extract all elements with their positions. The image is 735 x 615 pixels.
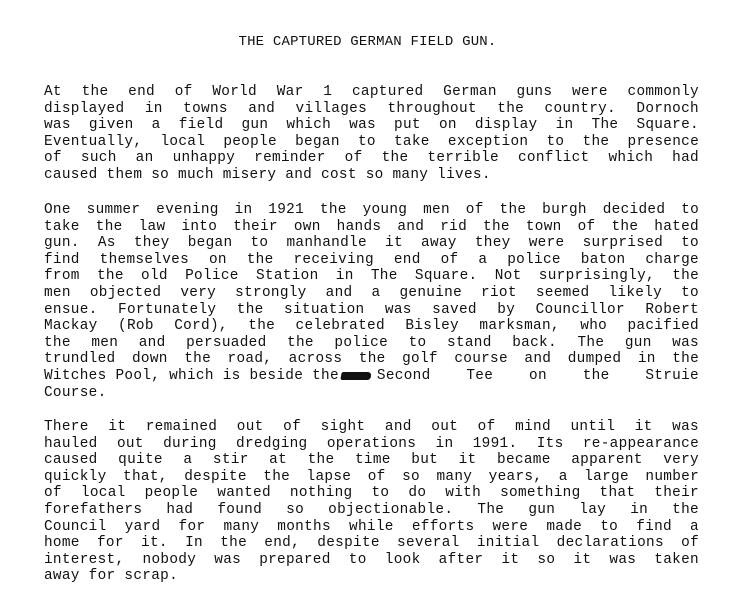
text-line: interest, nobody was prepared to look after it so it was taken [44,551,699,568]
text-line: ensue. Fortunately the situation was saved by Councillor Robert [44,301,699,318]
text-fragment: Second Tee on the Struie [376,367,699,384]
text-line: hauled out during dredging operations in 1991. Its re-appearance [44,435,699,452]
text-line: was given a field gun which was put on display in The Square. [44,117,699,134]
text-fragment: Witches Pool, which is beside the [44,367,339,384]
text-line: One summer evening in 1921 the young men of the burgh decided to [44,202,699,218]
text-line: quickly that, despite the lapse of so many years, a large number [44,468,699,485]
text-line-with-redaction [44,368,699,385]
text-line: Eventually, local people began to take exception to the presence [44,133,699,150]
text-line: of such an unhappy reminder of the terrible conflict which had [44,150,699,167]
redaction-mark-icon [340,372,371,380]
text-line: caused quite a stir at the time but it became apparent very [44,452,699,469]
text-line: away for scrap. [44,568,179,585]
text-line: gun. As they began to manhandle it away they were surprised to [44,235,699,252]
text-line: trundled down the road, across the golf course and dumped in the [44,351,699,368]
text-line: home for it. In the end, despite several initial declarations of [44,535,699,552]
text-line: Council yard for many months while efforts were made to find a [44,518,699,535]
paragraph-3 [44,419,699,585]
document-title: THE CAPTURED GERMAN FIELD GUN. [238,34,497,50]
text-line: men objected very strongly and a genuine riot seemed likely to [44,284,699,301]
text-line: At the end of World War 1 captured German guns were commonly [44,84,699,100]
text-line: caused them so much misery and cost so many lives. [44,166,491,183]
text-line: forefathers had found so objectionable. The gun lay in the [44,501,699,518]
paragraph-1 [44,84,699,184]
text-line: displayed in towns and villages throughout the country. Dornoch [44,100,699,117]
text-line: take the law into their own hands and rid the town of the hated [44,218,699,235]
text-line: There it remained out of sight and out of mind until it was [44,419,699,435]
text-line: Mackay (Rob Cord), the celebrated Bisley marksman, who pacified [44,318,699,335]
text-line: the men and persuaded the police to stand back. The gun was [44,334,699,351]
text-line: find themselves on the receiving end of a police baton charge [44,251,699,268]
text-line: from the old Police Station in The Square. Not surprisingly, the [44,268,699,285]
text-line: of local people wanted nothing to do with something that their [44,485,699,502]
paragraph-2 [44,202,699,401]
text-line: Course. [44,384,107,401]
